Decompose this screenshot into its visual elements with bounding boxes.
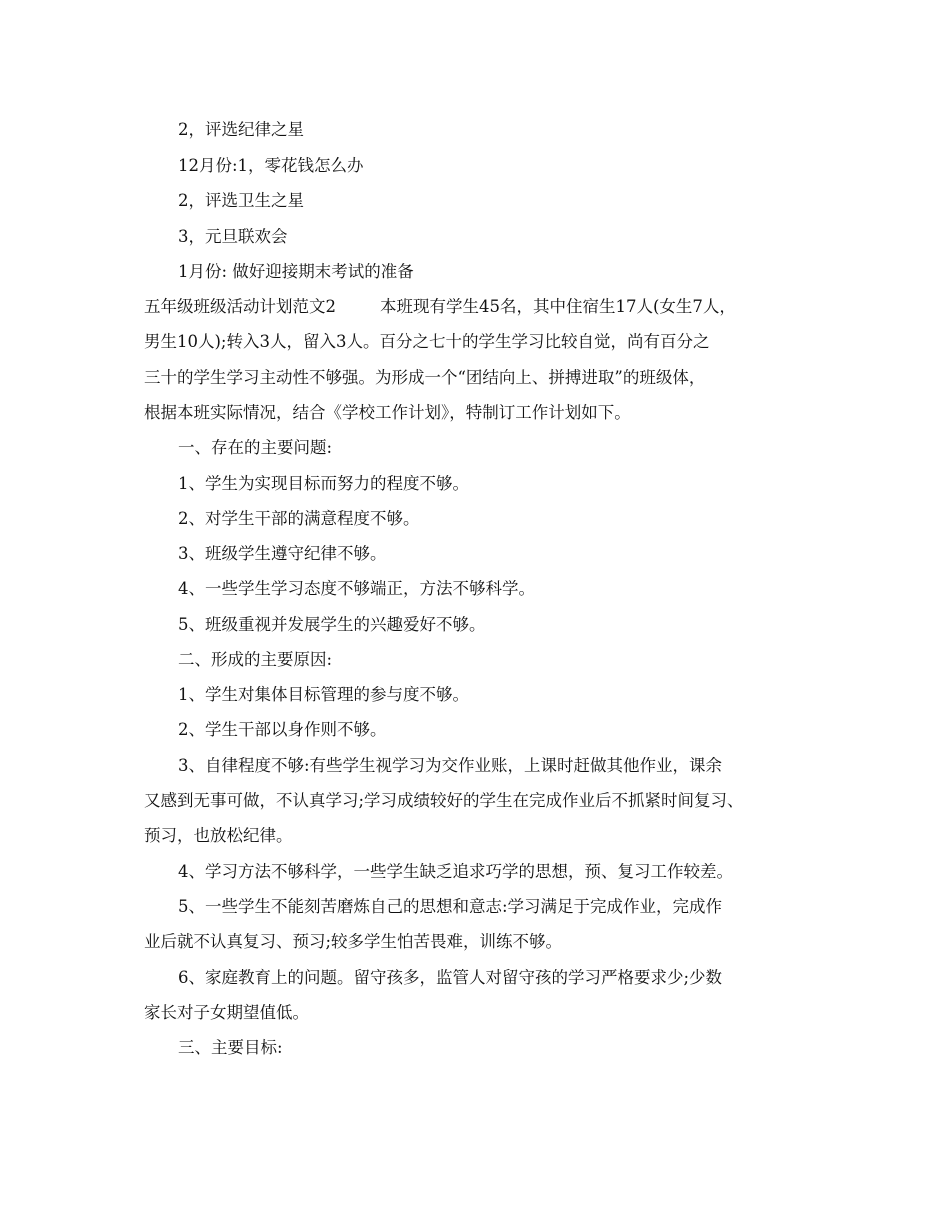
text-line: 家长对子女期望值低。 (144, 1003, 309, 1022)
text-line: 预习，也放松纪律。 (144, 826, 293, 845)
text-line: 2、学生干部以身作则不够。 (178, 720, 387, 739)
text-line: 又感到无事可做，不认真学习;学习成绩较好的学生在完成作业后不抓紧时间复习、 (144, 791, 744, 810)
text-line: 2，评选卫生之星 (178, 191, 304, 210)
text-line: 6、家庭教育上的问题。留守孩多，监管人对留守孩的学习严格要求少;少数 (178, 968, 723, 987)
text-line: 5、班级重视并发展学生的兴趣爱好不够。 (178, 615, 486, 634)
text-line: 一、存在的主要问题: (178, 438, 333, 457)
text-line: 根据本班实际情况，结合《学校工作计划》，特制订工作计划如下。 (144, 403, 631, 422)
text-line: 2、对学生干部的满意程度不够。 (178, 509, 420, 528)
text-line (144, 296, 950, 318)
text-line: 4、学习方法不够科学，一些学生缺乏追求巧学的思想，预、复习工作较差。 (178, 862, 733, 881)
text-line: 3、自律程度不够:有些学生视学习为交作业账，上课时赶做其他作业，课余 (178, 756, 723, 775)
text-line: 12月份:1，零花钱怎么办 (178, 156, 364, 175)
text-line: 1月份: 做好迎接期末考试的准备 (178, 262, 414, 281)
text-line: 3、班级学生遵守纪律不够。 (178, 544, 387, 563)
text-line: 业后就不认真复习、预习;较多学生怕苦畏难，训练不够。 (144, 932, 563, 951)
text-line: 三十的学生学习主动性不够强。为形成一个“团结向上、拼搏进取”的班级体， (144, 368, 706, 387)
text-line: 3，元旦联欢会 (178, 227, 288, 246)
section-heading: 五年级班级活动计划范文2 (144, 297, 336, 316)
text-line: 1、学生对集体目标管理的参与度不够。 (178, 685, 469, 704)
text-line: 二、形成的主要原因: (178, 650, 333, 669)
text-line: 男生10人);转入3人，留入3人。百分之七十的学生学习比较自觉，尚有百分之 (144, 332, 710, 351)
text-line: 三、主要目标: (178, 1038, 283, 1057)
text-line: 1、学生为实现目标而努力的程度不够。 (178, 474, 469, 493)
paragraph-text: 本班现有学生45名，其中住宿生17人(女生7人， (380, 297, 736, 316)
text-line: 4、一些学生学习态度不够端正，方法不够科学。 (178, 579, 535, 598)
text-line: 2，评选纪律之星 (178, 120, 304, 139)
text-line: 5、一些学生不能刻苦磨炼自己的思想和意志:学习满足于完成作业，完成作 (178, 897, 723, 916)
